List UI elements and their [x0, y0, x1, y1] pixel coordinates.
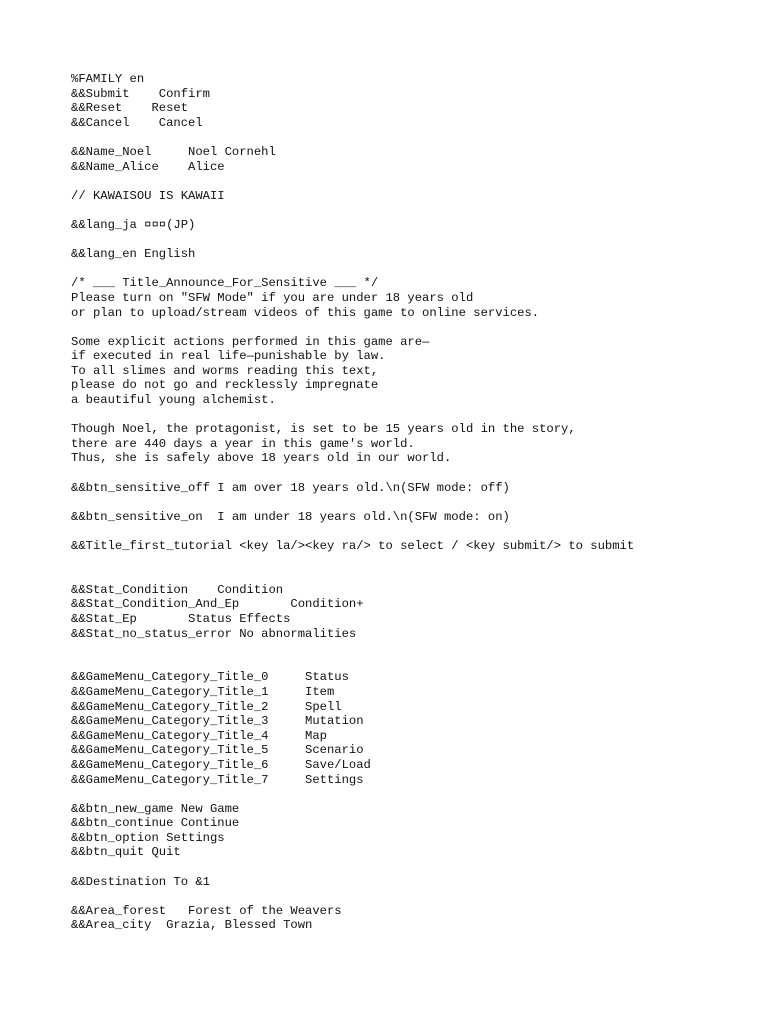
text-line	[71, 568, 761, 583]
text-line: &&Name_Alice Alice	[71, 159, 225, 174]
text-line: &&Title_first_tutorial <key la/><key ra/> to select / <key submit/> to submit	[71, 539, 635, 553]
text-line: &&Stat_Condition_And_Ep Condition+	[71, 597, 364, 612]
text-line	[71, 320, 761, 335]
text-line: &&Cancel Cancel	[71, 115, 203, 130]
text-line: /* ___ Title_Announce_For_Sensitive ___ */	[71, 276, 379, 291]
text-line: or plan to upload/stream videos of this game to online services.	[71, 305, 540, 320]
text-line: there are 440 days a year in this game's world.	[71, 436, 415, 451]
text-line: &&GameMenu_Category_Title_3 Mutation	[71, 714, 364, 729]
text-line	[71, 233, 761, 248]
text-line: please do not go and recklessly impregnate	[71, 378, 379, 393]
text-line: Please turn on "SFW Mode" if you are under 18 years old	[71, 290, 474, 305]
text-line	[71, 889, 761, 904]
text-line: // KAWAISOU IS KAWAII	[71, 188, 225, 203]
text-line: &&btn_sensitive_off I am over 18 years old.\n(SFW mode: off)	[71, 480, 510, 495]
text-line	[71, 203, 761, 218]
text-line: &&Area_forest Forest of the Weavers	[71, 903, 342, 918]
text-line: &&GameMenu_Category_Title_1 Item	[71, 684, 335, 699]
text-line: &&Stat_no_status_error No abnormalities	[71, 626, 357, 641]
text-line	[71, 641, 761, 656]
text-line	[71, 262, 761, 277]
text-line	[71, 524, 761, 539]
text-line: &&GameMenu_Category_Title_6 Save/Load	[71, 757, 371, 772]
text-line: a beautiful young alchemist.	[71, 393, 276, 408]
text-line: Thus, she is safely above 18 years old in our world.	[71, 451, 452, 466]
text-line: &&Destination To &1	[71, 874, 210, 889]
text-line: &&Stat_Condition Condition	[71, 582, 284, 597]
text-line: &&btn_quit Quit	[71, 845, 181, 860]
text-line: &&btn_sensitive_on I am under 18 years old.\n(SFW mode: on)	[71, 509, 510, 524]
text-line: Some explicit actions performed in this game are—	[71, 334, 430, 349]
text-line: &&GameMenu_Category_Title_5 Scenario	[71, 743, 364, 758]
text-line: &&lang_ja ¤¤¤(JP)	[71, 217, 196, 232]
text-line: &&Stat_Ep Status Effects	[71, 611, 291, 626]
text-line: &&GameMenu_Category_Title_2 Spell	[71, 699, 342, 714]
text-line: &&GameMenu_Category_Title_7 Settings	[71, 772, 364, 787]
text-line: &&GameMenu_Category_Title_4 Map	[71, 728, 327, 743]
text-line: %FAMILY en	[71, 72, 145, 86]
text-line: &&Area_city Grazia, Blessed Town	[71, 918, 313, 933]
text-line: &&GameMenu_Category_Title_0 Status	[71, 670, 349, 685]
text-line: &&btn_option Settings	[71, 830, 225, 845]
text-line: To all slimes and worms reading this text,	[71, 363, 379, 378]
text-line: &&Submit Confirm	[71, 86, 210, 101]
text-line: &&lang_en English	[71, 247, 196, 262]
text-line	[71, 408, 761, 423]
text-line: &&btn_new_game New Game	[71, 801, 240, 816]
text-line	[71, 130, 761, 145]
text-line	[71, 554, 761, 569]
text-line: &&btn_continue Continue	[71, 816, 240, 831]
text-line: Though Noel, the protagonist, is set to be 15 years old in the story,	[71, 422, 576, 437]
text-line: &&Name_Noel Noel Cornehl	[71, 144, 276, 159]
text-line	[71, 860, 761, 875]
document-text	[71, 72, 761, 933]
text-line	[71, 466, 761, 481]
text-line: &&Reset Reset	[71, 101, 189, 116]
text-line	[71, 174, 761, 189]
text-line: if executed in real life—punishable by law.	[71, 349, 386, 364]
text-line	[71, 787, 761, 802]
text-line	[71, 656, 761, 671]
text-line	[71, 495, 761, 510]
